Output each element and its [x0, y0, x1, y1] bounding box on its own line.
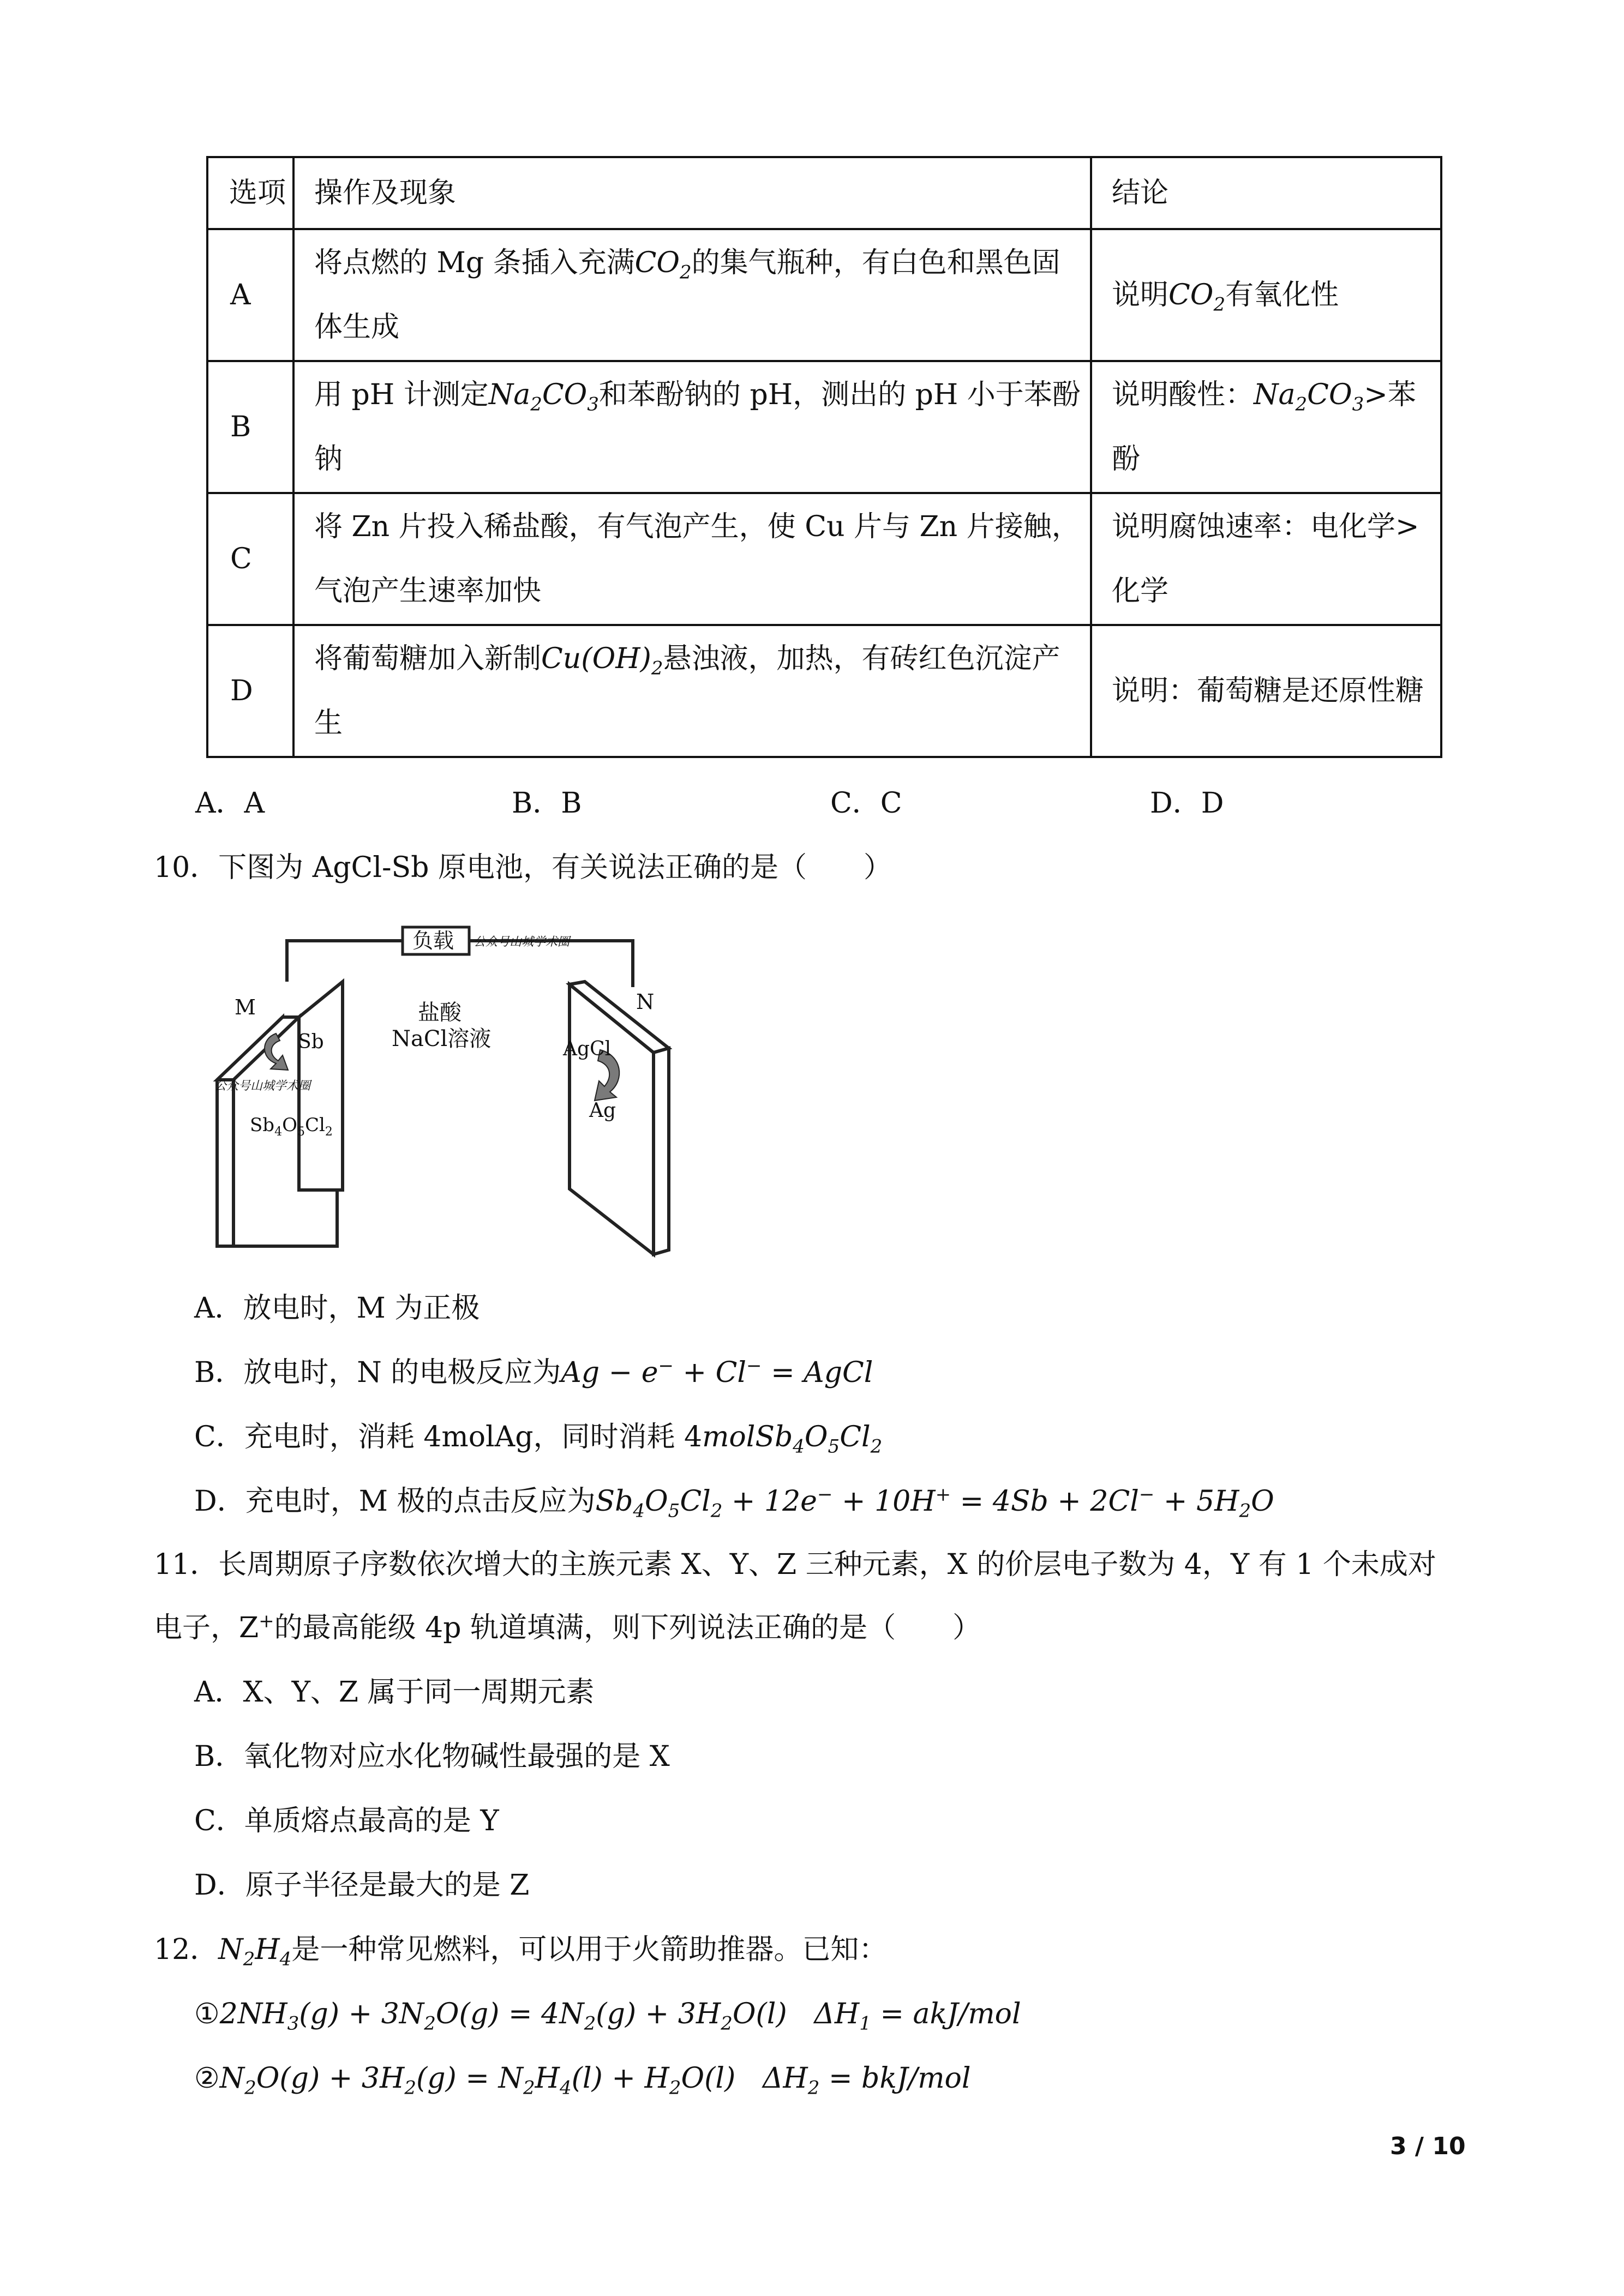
q10-option-b[interactable]: B．放电时，N 的电极反应为Ag − e− + Cl− = AgCl: [194, 1355, 873, 1389]
watermark-top: 公众号山城学术圈: [474, 935, 570, 949]
load-label: 负载: [412, 929, 454, 953]
q10-option-c[interactable]: C．充电时，消耗 4molAg，同时消耗 $4molSb_4O_5Cl_2$: [194, 1421, 883, 1458]
row-operation: 将 Zn 片投入稀盐酸，有气泡产生，使 Cu 片与 Zn 片接触， 气泡产生速率加快: [293, 493, 1091, 625]
label-m: M: [235, 995, 256, 1019]
wire-left: [287, 941, 403, 982]
row-operation: 用 pH 计测定$Na_2CO_3$和苯酚钠的 pH，测出的 pH 小于苯酚 钠: [293, 361, 1091, 493]
row-conclusion: 说明$CO_2$有氧化性: [1091, 229, 1441, 361]
q10-option-a[interactable]: A．放电时，M 为正极: [194, 1292, 480, 1325]
q9-choice-b[interactable]: B．B: [512, 787, 582, 820]
row-option: B: [207, 361, 293, 493]
q10-option-d[interactable]: D．充电时，M 极的点击反应为$Sb_4O_5Cl_2 + 12e^- + 10H^+ = 4Sb + 2Cl^- + 5H_2O$: [194, 1483, 1274, 1522]
label-agcl: AgCl: [563, 1038, 612, 1060]
label-ag: Ag: [589, 1099, 616, 1122]
row-option: A: [207, 229, 293, 361]
q12-equation-1: $①2NH_3(g) + 3N_2O(g) = 4N_2(g) + 3H_2O(l) \Delta H_1 = akJ/mol$: [194, 1998, 1021, 2035]
electrode-n-side: [654, 1048, 669, 1254]
q11-option-c[interactable]: C．单质熔点最高的是 Y: [194, 1805, 499, 1837]
row-operation: 将点燃的 Mg 条插入充满$CO_2$的集气瓶种，有白色和黑色固 体生成: [293, 229, 1091, 361]
experiment-table: [206, 156, 1442, 758]
row-conclusion: 说明酸性：$Na_2CO_3>$苯酚: [1091, 361, 1441, 493]
q11-stem-line2: 电子，Z+的最高能级 4p 轨道填满，则下列说法正确的是（ ）: [154, 1610, 981, 1644]
label-sb4o5cl2: $Sb_4O_5Cl_2$: [250, 1114, 333, 1139]
page-number: 3 / 10: [1390, 2132, 1466, 2160]
row-option: D: [207, 625, 293, 757]
header-conclusion: 结论: [1091, 157, 1441, 229]
table-row: [207, 361, 1441, 493]
header-operation: 操作及现象: [293, 157, 1091, 229]
q11-option-b[interactable]: B．氧化物对应水化物碱性最强的是 X: [194, 1740, 670, 1773]
q11-option-a[interactable]: A．X、Y、Z 属于同一周期元素: [194, 1676, 595, 1709]
table-header-row: [207, 157, 1441, 229]
battery-diagram: [206, 922, 724, 1276]
q12-equation-2: $②N_2O(g) + 3H_2(g) = N_2H_4(l) + H_2O(l) \Delta H_2 = bkJ/mol$: [194, 2062, 971, 2099]
q11-option-d[interactable]: D．原子半径是最大的是 Z: [194, 1869, 530, 1902]
q10-stem: 10．下图为 AgCl-Sb 原电池，有关说法正确的是（ ）: [154, 851, 892, 884]
q11-stem-line1: 11．长周期原子序数依次增大的主族元素 X、Y、Z 三种元素，X 的价层电子数为 4，Y 有 1 个未成对: [154, 1548, 1436, 1581]
label-sb: Sb: [298, 1031, 324, 1053]
q9-choice-c[interactable]: C．C: [830, 787, 902, 820]
row-option: C: [207, 493, 293, 625]
solution-label-1: 盐酸: [418, 1000, 462, 1025]
label-n: N: [636, 990, 655, 1014]
table-row: [207, 493, 1441, 625]
row-conclusion: 说明腐蚀速率：电化学> 化学: [1091, 493, 1441, 625]
table-row: [207, 229, 1441, 361]
row-conclusion: 说明：葡萄糖是还原性糖: [1091, 625, 1441, 757]
table-row: [207, 625, 1441, 757]
q9-choice-d[interactable]: D．D: [1150, 787, 1224, 820]
row-operation: 将葡萄糖加入新制$Cu(OH)_2$悬浊液，加热，有砖红色沉淀产 生: [293, 625, 1091, 757]
q12-stem: 12．$N_2H_4$是一种常见燃料，可以用于火箭助推器。已知：: [154, 1933, 888, 1970]
q9-choice-a[interactable]: A．A: [195, 787, 265, 820]
solution-label-2: NaCl溶液: [392, 1026, 492, 1051]
watermark-left: 公众号山城学术圈: [214, 1079, 311, 1093]
header-option: 选项: [207, 157, 293, 229]
